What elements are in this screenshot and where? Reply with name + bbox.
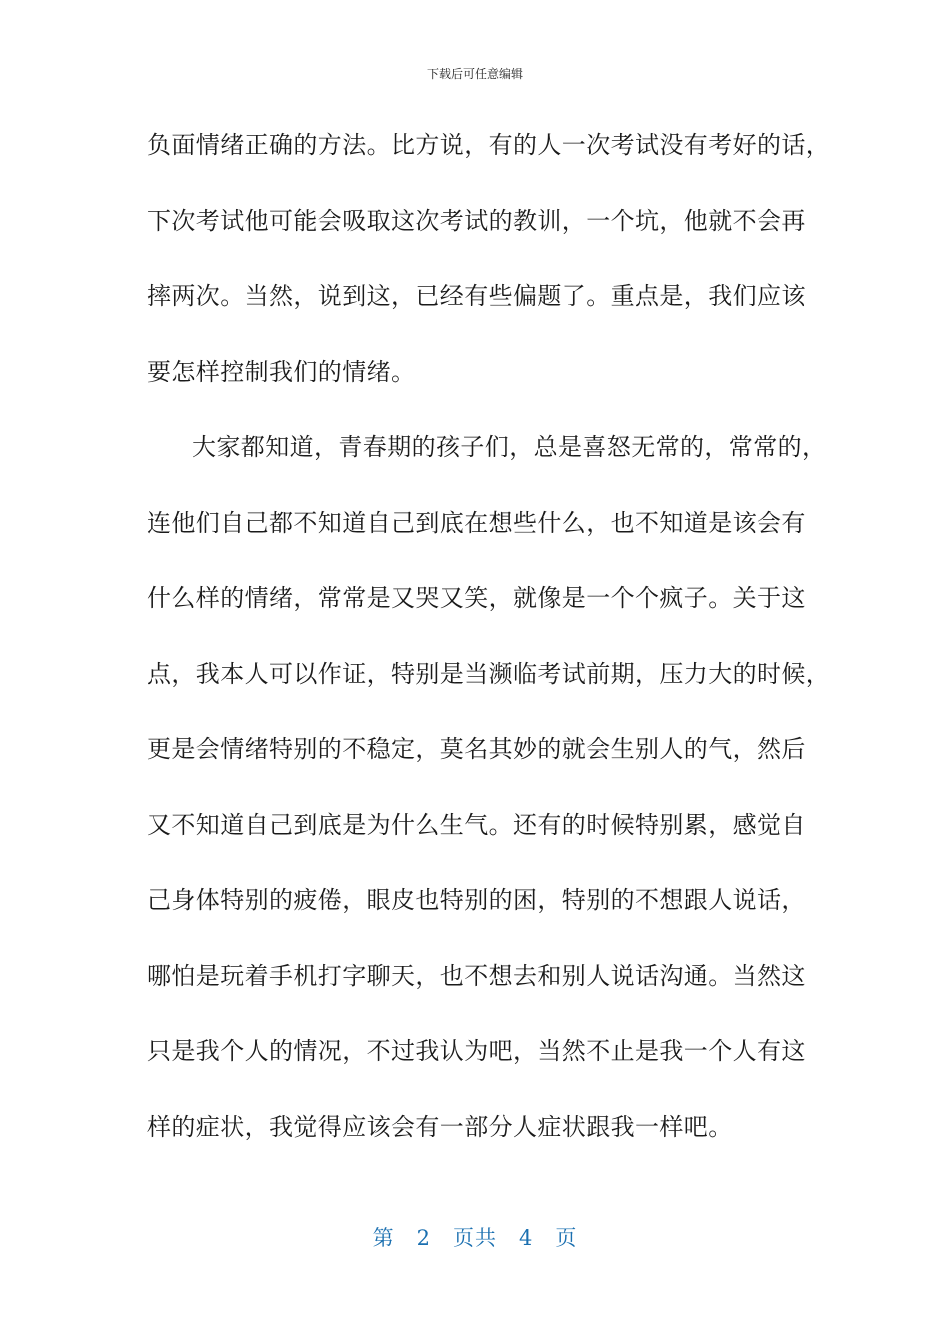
footer-prefix: 第 [372,1226,395,1250]
page-header: 下载后可任意编辑 [426,67,523,81]
text-line: 只是我个人的情况，不过我认为吧，当然不止是我一个人有这 [147,1037,806,1065]
text-line: 要怎样控制我们的情绪。 [147,357,416,386]
text-line: 样的症状，我觉得应该会有一部分人症状跟我一样吧。 [147,1112,733,1141]
text-line: 点，我本人可以作证，特别是当濒临考试前期，压力大的时候， [147,659,831,688]
page-footer [0,1224,950,1252]
text-line: 更是会情绪特别的不稳定，莫名其妙的就会生别人的气，然后 [147,735,806,763]
text-line: 负面情绪正确的方法。比方说，有的人一次考试没有考好的话， [147,131,831,159]
total-page-number: 4 [519,1226,534,1250]
text-line: 什么样的情绪，常常是又哭又笑，就像是一个个疯子。关于这 [147,584,806,612]
current-page-number: 2 [416,1226,431,1250]
text-line: 摔两次。当然，说到这，已经有些偏题了。重点是，我们应该 [147,282,806,310]
text-line: 己身体特别的疲倦，眼皮也特别的困，特别的不想跟人说话， [147,886,806,914]
text-line: 下次考试他可能会吸取这次考试的教训，一个坑，他就不会再 [147,206,806,235]
text-line: 又不知道自己到底是为什么生气。还有的时候特别累，感觉自 [147,810,806,839]
document-body [147,120,831,1177]
text-line: 哪怕是玩着手机打字聊天，也不想去和别人说话沟通。当然这 [147,961,806,990]
paragraph-first-line: 大家都知道，青春期的孩子们，总是喜怒无常的，常常的， [192,433,827,461]
footer-suffix: 页 [555,1226,578,1250]
footer-middle: 页共 [453,1226,497,1250]
text-line: 连他们自己都不知道自己到底在想些什么，也不知道是该会有 [147,508,806,537]
